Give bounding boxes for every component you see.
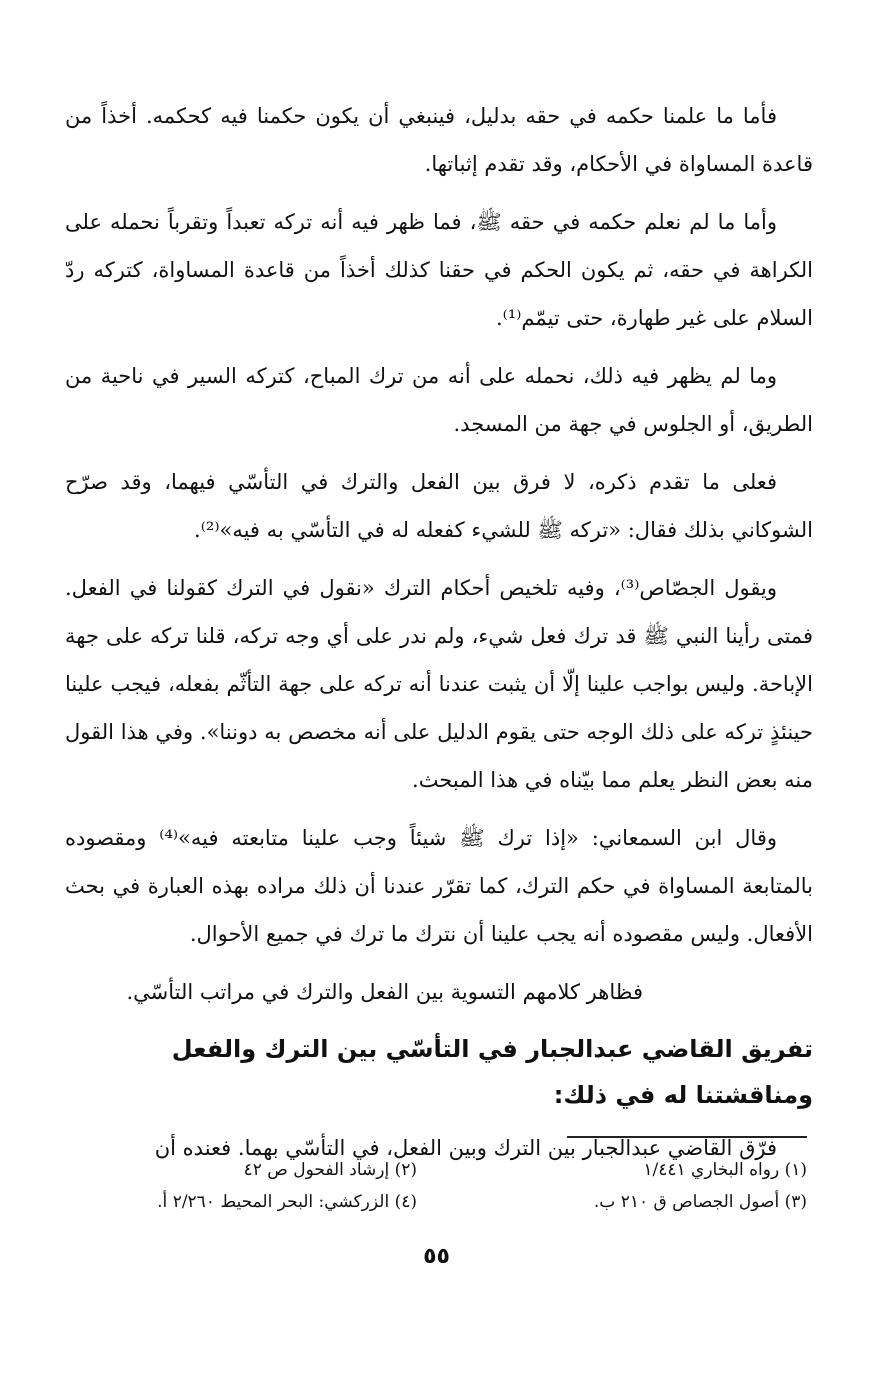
paragraph-1: فأما ما علمنا حكمه في حقه بدليل، فينبغي أن يكون حكمنا فيه كحكمه. أخذاً من قاعدة المساواة في الأحكام، وقد تقدم إثباتها. xyxy=(65,104,813,176)
footnote-divider xyxy=(567,1136,807,1138)
paragraph-8: فرّق القاضي عبدالجبار بين الترك وبين الفعل، في التأسّي بهما. فعنده أن xyxy=(154,1136,777,1160)
section-heading-line-2: ومناقشتنا له في ذلك: xyxy=(553,1081,813,1109)
footnote-2: (٢) إرشاد الفحول ص ٤٢ xyxy=(243,1160,417,1180)
footnote-3: (٣) أصول الجصاص ق ٢١٠ ب. xyxy=(593,1192,807,1212)
page-body xyxy=(65,92,813,1182)
paragraph-3: وما لم يظهر فيه ذلك، نحمله على أنه من ترك المباح، كتركه السير في ناحية من الطريق، أو الجلوس في جهة من المسجد. xyxy=(65,364,813,436)
paragraph-6: وقال ابن السمعاني: «إذا ترك ﷺ شيئاً وجب علينا متابعته فيه»⁽⁴⁾ ومقصوده بالمتابعة المساواة في حكم الترك، كما تقرّر عندنا أن ذلك مراده بهذه العبارة في بحث الأفعال. وليس مقصوده أنه يجب علينا أن نترك ما ترك في جميع الأحوال. xyxy=(65,826,813,946)
paragraph-5: ويقول الجصّاص⁽³⁾، وفيه تلخيص أحكام الترك «نقول في الترك كقولنا في الفعل. فمتى رأينا النبي ﷺ قد ترك فعل شيء، ولم ندر على أي وجه تركه، قلنا تركه على جهة الإباحة. وليس بواجب علينا إلّا أن يثبت عندنا أنه تركه على جهة التأثّم بفعله، فيجب علينا حينئذٍ تركه على ذلك الوجه حتى يقوم الدليل على أنه مخصص به دوننا». وفي هذا القول منه بعض النظر يعلم مما بيّناه في هذا المبحث. xyxy=(65,576,813,792)
page-number: ٥٥ xyxy=(423,1244,450,1269)
footnote-1: (١) رواه البخاري ١/٤٤١ xyxy=(643,1160,807,1180)
paragraph-4: فعلى ما تقدم ذكره، لا فرق بين الفعل والترك في التأسّي فيهما، وقد صرّح الشوكاني بذلك فقال: «تركه ﷺ للشيء كفعله له في التأسّي به فيه»⁽²⁾. xyxy=(65,470,813,542)
footnote-4: (٤) الزركشي: البحر المحيط ٢/٢٦٠ أ. xyxy=(157,1192,417,1212)
footnotes xyxy=(107,1156,807,1216)
section-heading xyxy=(65,1026,813,1118)
paragraph-2: وأما ما لم نعلم حكمه في حقه ﷺ، فما ظهر فيه أنه تركه تعبداً وتقرباً نحمله على الكراهة في حقه، ثم يكون الحكم في حقنا كذلك أخذاً من قاعدة المساواة، كتركه ردّ السلام على غير طهارة، حتى تيمّم⁽¹⁾. xyxy=(65,210,813,330)
section-heading-line-1: تفريق القاضي عبدالجبار في التأسّي بين الترك والفعل xyxy=(171,1035,813,1063)
paragraph-7: فظاهر كلامهم التسوية بين الفعل والترك في مراتب التأسّي. xyxy=(126,980,643,1004)
